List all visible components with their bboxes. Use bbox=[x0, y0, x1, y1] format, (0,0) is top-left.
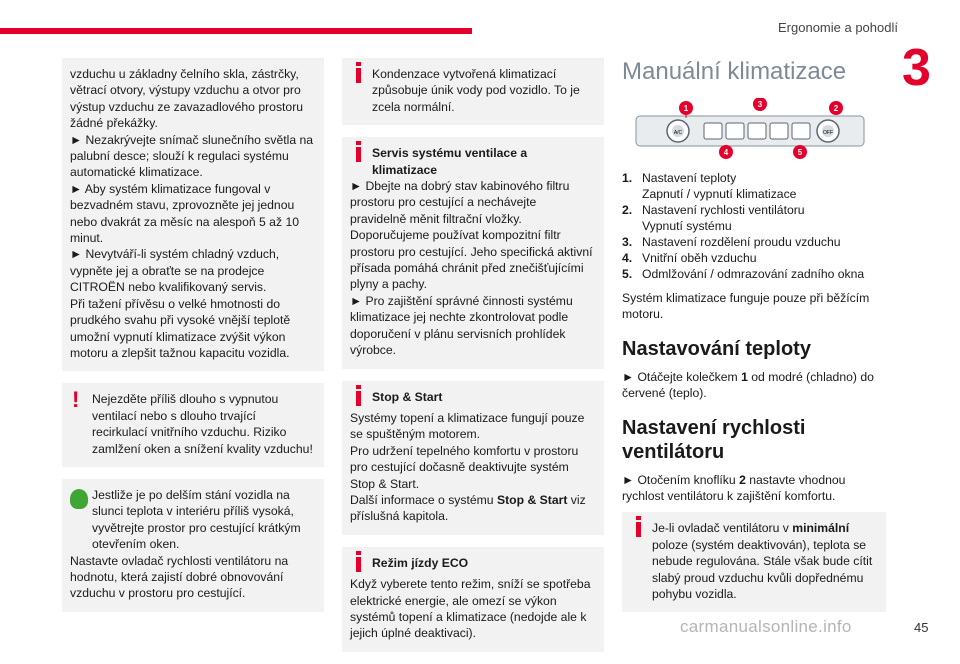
info-title: Servis systému ventilace a klimatizace bbox=[372, 146, 528, 177]
svg-text:3: 3 bbox=[757, 100, 763, 109]
info-title: Režim jízdy ECO bbox=[372, 555, 469, 570]
svg-text:2: 2 bbox=[833, 104, 839, 113]
legend-item: 2. Nastavení rychlosti ventilátoru Vypnutí systému bbox=[622, 203, 805, 233]
svg-text:1: 1 bbox=[683, 104, 689, 113]
info-text: Je-li ovladač ventilátoru v minimální poloze (systém deaktivován), teplota se nebude regulována. Stále však bude cítit slabý proud vzduchu kvůli dopřednému pohybu vozidla. bbox=[652, 521, 873, 602]
info-text: Doporučujeme používat kompozitní filtr prostoru pro cestující. Jeho specifická aktivní přísada pomáhá chránit před znečišťujícími plyny a pachy. bbox=[350, 228, 593, 292]
svg-text:A/C: A/C bbox=[673, 130, 683, 136]
eco-text: Nastavte ovladač rychlosti ventilátoru na hodnotu, která zajistí dobré obnovování vzduchu v prostoru pro cestující. bbox=[70, 553, 289, 601]
column-middle bbox=[342, 58, 604, 664]
svg-text:4: 4 bbox=[723, 148, 729, 157]
column-left bbox=[62, 58, 324, 624]
eco-tip-box bbox=[62, 479, 324, 612]
warning-icon: ! bbox=[72, 387, 80, 413]
eco-text: Jestliže je po delším stání vozidla na slunci teplota v interiéru příliš vysoká, vyvětrejte prostor pro cestující krátkým otevřením oken. bbox=[92, 487, 301, 552]
watermark: carmanualsonline.info bbox=[680, 617, 852, 636]
info-text: Další informace o systému Stop & Start viz příslušná kapitola. bbox=[350, 492, 586, 524]
column-right bbox=[622, 58, 886, 624]
section-heading: Manuální klimatizace bbox=[622, 58, 847, 85]
info-icon bbox=[350, 145, 372, 178]
chapter-number: 3 bbox=[902, 39, 931, 97]
section-title: Ergonomie a pohodlí bbox=[778, 20, 898, 35]
info-text: Systémy topení a klimatizace fungují pouze se spuštěným motorem. bbox=[350, 410, 585, 442]
info-text: Když vyberete tento režim, sníží se spotřeba elektrické energie, ale omezí se výkon systémů topení a klimatizace (nedojde ale k jejich úplné deaktivaci). bbox=[350, 577, 591, 641]
ventilation-advice-box bbox=[62, 58, 324, 371]
info-icon bbox=[630, 520, 652, 602]
service-info-box bbox=[342, 137, 604, 368]
paragraph: ► Nevytváří-li systém chladný vzduch, vypněte jej a obraťte se na prodejce CITROËN nebo kvalifikovaný servis. bbox=[70, 247, 280, 295]
info-title: Stop & Start bbox=[372, 389, 443, 404]
paragraph: ► Aby systém klimatizace fungoval v bezvadném stavu, zprovozněte jej jednou nebo dvakrát za měsíc na alespoň 5 až 10 minut. bbox=[70, 181, 299, 246]
info-icon bbox=[350, 389, 372, 410]
legend-item: 4. Vnitřní oběh vzduchu bbox=[622, 251, 757, 265]
svg-text:OFF: OFF bbox=[823, 130, 833, 136]
paragraph: Při tažení přívěsu o velké hmotnosti do prudkého svahu při vysoké vnější teplotě umožní vypnutí klimatizace zvýšit výkon motoru a zlepšit tažnou kapacitu vozidla. bbox=[70, 296, 291, 360]
warning-text: Nejezděte příliš dlouho s vypnutou ventilací nebo s dlouho trvající recirkulací vnitřního vzduchu. Riziko zamlžení oken a snížení kvality vzduchu! bbox=[92, 392, 313, 456]
legend-item: 1. Nastavení teploty Zapnutí / vypnutí klimatizace bbox=[622, 171, 797, 201]
info-text: Kondenzace vytvořená klimatizací způsobuje únik vody pod vozidlo. To je zcela normální. bbox=[372, 67, 580, 114]
warning-box bbox=[62, 383, 324, 467]
header-accent-bar bbox=[0, 28, 472, 34]
svg-text:5: 5 bbox=[797, 148, 803, 157]
info-text: ► Dbejte na dobrý stav kabinového filtru prostoru pro cestující a nechávejte pravidelně měnit filtrační vložky. bbox=[350, 179, 570, 226]
engine-note: Systém klimatizace funguje pouze při běžícím motoru. bbox=[622, 291, 870, 322]
subheading-temperature: Nastavování teploty bbox=[622, 337, 811, 360]
legend-item: 5. Odmlžování / odmrazování zadního okna bbox=[622, 267, 865, 281]
fan-info-box bbox=[622, 512, 886, 612]
legend-item: 3. Nastavení rozdělení proudu vzduchu bbox=[622, 235, 841, 249]
control-legend bbox=[622, 170, 886, 282]
control-panel-illustration bbox=[630, 98, 870, 160]
climate-control-panel-diagram bbox=[630, 98, 870, 160]
eco-mode-info-box bbox=[342, 547, 604, 652]
stop-start-info-box bbox=[342, 381, 604, 535]
paragraph: ► Nezakrývejte snímač slunečního světla na palubní desce; slouží k regulaci systému automatické klimatizace. bbox=[70, 132, 314, 180]
info-icon bbox=[350, 66, 372, 115]
condensation-info-box bbox=[342, 58, 604, 125]
info-icon bbox=[350, 555, 372, 576]
info-text: ► Pro zajištění správné činnosti systému klimatizace jej nechte zkontrolovat podle doporučení v plánu servisních prohlídek výrobce. bbox=[350, 293, 573, 358]
info-text: Pro udržení tepelného komfortu v prostoru pro cestující dočasně deaktivujte systém Stop & Start. bbox=[350, 443, 579, 491]
subheading-fan-speed: Nastavení rychlosti ventilátoru bbox=[622, 416, 806, 463]
paragraph: vzduchu u základny čelního skla, zástrčky, větrací otvory, výstupy vzduchu a otvor pro výstup vzduchu ze zavazadlového prostoru žádné překážky. bbox=[70, 67, 304, 131]
leaf-icon bbox=[70, 487, 92, 553]
page-number: 45 bbox=[914, 620, 929, 635]
fan-instruction: ► Otočením knoflíku 2 nastavte vhodnou rychlost ventilátoru k zajištění komfortu. bbox=[622, 472, 846, 504]
temperature-instruction: ► Otáčejte kolečkem 1 od modré (chladno) do červené (teplo). bbox=[622, 369, 874, 401]
